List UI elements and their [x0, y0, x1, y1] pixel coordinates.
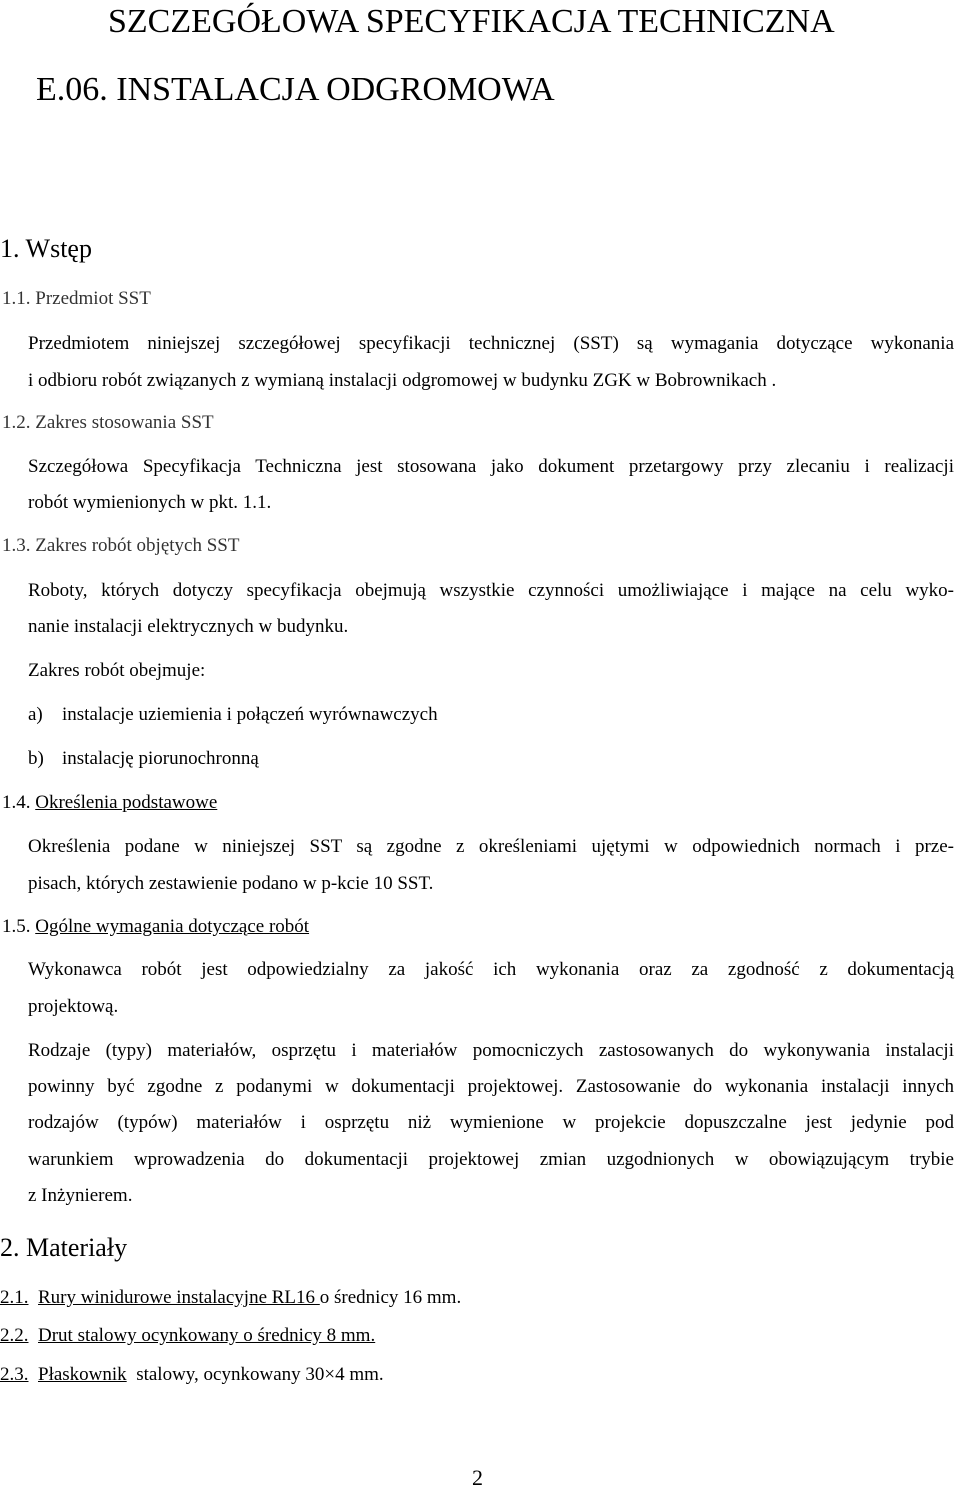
section-1-5-heading: [2, 916, 309, 938]
list-marker-b: b): [28, 748, 44, 769]
list-item-a: instalacje uziemienia i połączeń wyrównawczych: [62, 704, 438, 725]
material-item-1: [0, 1287, 461, 1309]
material-item-3-rest: stalowy, ocynkowany 30×4 mm.: [126, 1364, 384, 1385]
section-2-heading: 2. Materiały: [0, 1233, 128, 1262]
section-1-4-line-1: Określenia podane w niniejszej SST są zgodne z określeniami ujętymi w odpowiednich normach i prze-: [28, 836, 954, 857]
material-item-1-number: 2.1.: [0, 1287, 29, 1308]
document-title: SZCZEGÓŁOWA SPECYFIKACJA TECHNICZNA: [108, 3, 835, 40]
material-item-1-rest: o średnicy 16 mm.: [319, 1287, 462, 1308]
section-1-2-heading: 1.2. Zakres stosowania SST: [2, 412, 214, 433]
section-1-4-title: Określenia podstawowe: [35, 792, 218, 813]
material-item-2-name: Drut stalowy ocynkowany o średnicy 8 mm.: [38, 1325, 376, 1346]
section-1-1-heading: 1.1. Przedmiot SST: [2, 288, 151, 309]
material-item-2-number: 2.2.: [0, 1325, 29, 1346]
section-1-5-number: 1.5.: [2, 916, 31, 937]
section-1-2-line-1: Szczegółowa Specyfikacja Techniczna jest stosowana jako dokument przetargowy przy zlecaniu i realizacji: [28, 456, 954, 477]
material-item-3: [0, 1364, 384, 1386]
section-1-3-heading: 1.3. Zakres robót objętych SST: [2, 535, 240, 556]
section-1-5-p1-line-1: Wykonawca robót jest odpowiedzialny za jakość ich wykonania oraz za zgodność z dokumentacją: [28, 959, 954, 980]
section-1-3-line-2: nanie instalacji elektrycznych w budynku.: [28, 616, 349, 637]
section-1-5-p1-line-2: projektową.: [28, 996, 119, 1017]
section-1-4-number: 1.4.: [2, 792, 31, 813]
material-item-3-number: 2.3.: [0, 1364, 29, 1385]
section-1-5-title: Ogólne wymagania dotyczące robót: [35, 916, 310, 937]
material-item-1-name: Rury winidurowe instalacyjne RL16: [38, 1287, 320, 1308]
section-1-heading: 1. Wstęp: [0, 234, 92, 263]
section-1-5-p2-line-4: warunkiem wprowadzenia do dokumentacji projektowej zmian uzgodnionych w obowiązującym trybie: [28, 1149, 954, 1170]
section-1-3-line-1: Roboty, których dotyczy specyfikacja obejmują wszystkie czynności umożliwiające i mające na celu wyko-: [28, 580, 954, 601]
document-subtitle: E.06. INSTALACJA ODGROMOWA: [36, 71, 555, 108]
section-1-5-p2-line-1: Rodzaje (typy) materiałów, osprzętu i materiałów pomocniczych zastosowanych do wykonywania instalacji: [28, 1040, 954, 1061]
material-item-2: [0, 1325, 375, 1347]
list-marker-a: a): [28, 704, 43, 725]
section-1-1-line-1: Przedmiotem niniejszej szczegółowej specyfikacji technicznej (SST) są wymagania dotyczące wykonania: [28, 333, 954, 354]
section-1-5-p2-line-3: rodzajów (typów) materiałów i osprzętu niż wymienione w projekcie dopuszczalne jest jedynie pod: [28, 1112, 954, 1133]
scope-intro: Zakres robót obejmuje:: [28, 660, 206, 681]
section-1-4-heading: [2, 792, 217, 814]
section-1-1-line-2: i odbioru robót związanych z wymianą instalacji odgromowej w budynku ZGK w Bobrownikach .: [28, 370, 777, 391]
section-1-5-p2-line-5: z Inżynierem.: [28, 1185, 133, 1206]
section-1-2-line-2: robót wymienionych w pkt. 1.1.: [28, 492, 272, 513]
material-item-3-name: Płaskownik: [38, 1364, 127, 1385]
section-1-5-p2-line-2: powinny być zgodne z podanymi w dokumentacji projektowej. Zastosowanie do wykonania instalacji innych: [28, 1076, 954, 1097]
page-number: 2: [472, 1465, 483, 1490]
section-1-4-line-2: pisach, których zestawienie podano w p-kcie 10 SST.: [28, 873, 434, 894]
list-item-b: instalację piorunochronną: [62, 748, 259, 769]
